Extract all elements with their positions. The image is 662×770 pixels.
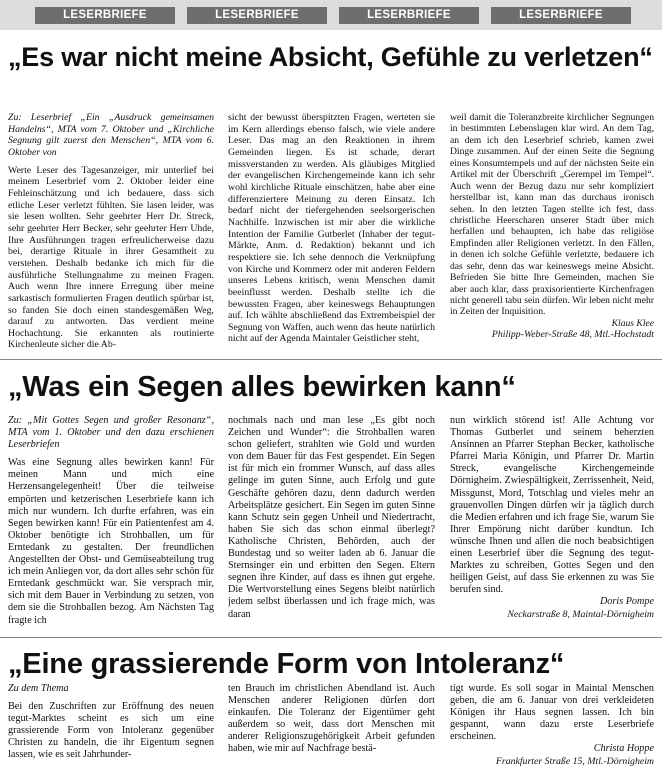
section-label: LESERBRIEFE <box>187 7 327 24</box>
letter-reference: Zu: „Mit Gottes Segen und großer Resonanz“, MTA vom 1. Oktober und den dazu erschienen Leserbriefen <box>8 415 214 451</box>
letter-body: Bei den Zuschriften zur Eröffnung des neuen tegut-Marktes scheint es sich um eine grassierende Form von Intoleranz gegenüber Christen zu handeln, die ihr Eigentum segnen lassen, wie es seit Jahrhunder- <box>8 701 214 761</box>
letter-column <box>228 112 435 352</box>
letter-author: Doris Pompe <box>599 596 654 608</box>
letter-column <box>450 683 654 770</box>
letter-headline: „Was ein Segen alles bewirken kann“ <box>8 371 516 403</box>
section-header-bar <box>0 0 662 30</box>
letter-column <box>450 112 654 352</box>
letter-column <box>450 415 654 630</box>
letter-reference: Zu: Leserbrief „Ein „Ausdruck gemeinsamen Handelns“, MTA vom 7. Oktober und „Kirchliche Segnung gilt zuerst den Menschen“, MTA vom 6. Oktober von <box>8 112 214 158</box>
letter-address: Philipp-Weber-Straße 48, Mtl.-Hochstadt <box>491 329 654 341</box>
letter-body: Werte Leser des Tagesanzeiger, mir unterlief bei meinem Leserbrief vom 2. Oktober leider eine Fehleinschätzung und ich bedauere, dass sich etliche Leser verletzt fühlten. Sie lasen leider, was sie lesen wollten. Sehr geehrter Herr Dr. Streck, sehr geehrter Herr Becker, sehr geehrter Herr Uhde, Ihre Ausführungen tragen erfreulicherweise dazu bei, derartige Rituale in ihrer Gesamtheit zu verstehen. Deshalb bedanke ich mich für die ausführliche Stellungnahme zu meinen Fragen. Auch wenn Ihre innere Erregung über meine sarkastisch formulierten Fragen deutlich spürbar ist, so fanden Sie doch einen standesgemäßen Weg, darauf zu antworten. Das verdient meine Hochachtung. Sie erkannten als routinierte Kirchenleute sicher die Ab- <box>8 164 214 351</box>
letter-body: weil damit die Toleranzbreite kirchlicher Segnungen in bestimmten Lebenslagen klar wird. An dem Tag, an dem ich den Leserbrief schrieb, kamen zwei Dinge zusammen. Auf der einen Seite die Segnung eines Konsumtempels und auf der nächsten Seite ein Artikel mit der Überschrift „Gerempel im Tempel“. Auch wenn der Bezug dazu nur sehr kompliziert herstellbar ist, kann man das durchaus ironisch sehen. In den letzten Tagen stellte ich fest, dass christliche Heerscharen unserer Stadt über mich herfallen und behaupten, ich habe das religiöse Empfinden aller Religionen verletzt. In den Fällen, in denen ich solche Gefühle verletzte, bedauere ich das sehr, denn das war keineswegs meine Absicht. Befrieden Sie bitte Ihre Gemeinden, machen Sie aber auch klar, dass praxisorientierte Kirchenfragen nicht generell tabu sein dürfen. Wir leben nicht mehr in Zeiten der Inquisition. <box>450 112 654 318</box>
letter-headline: „Es war nicht meine Absicht, Gefühle zu verletzen“ <box>8 42 653 72</box>
section-label: LESERBRIEFE <box>491 7 631 24</box>
letter-body: nochmals nach und man lese „Es gibt noch Zeichen und Wunder“: die Strohballen waren schon geliefert, strahlten wie Gold und wurden von dem Bauer für das Fest gespendet. Ein Segen ist für mich ein frommer Wunsch, auf dass alles gelinge im guten Sinne, auch Erfolg und gute Geschäfte gehören dazu, denn dadurch werden Arbeitsplätze gesichert. Ein Segen im guten Sinne kann Schutz sein gegen Unheil und Niedertracht, haben Sie sich das schon einmal überlegt? Katholische Christen, Behörden, auch der Bundestag und so weiter laden ab 6. Januar die Sternsinger ein und erbitten den Segen. Eltern segnen ihre Kinder, auf dass es ihnen gut ergehe. Die Wertvorstellung eines Segens bleibt natürlich jedem selbst überlassen und ich frage mich, was daran <box>228 415 435 620</box>
divider <box>0 359 662 360</box>
letter-column <box>8 415 214 630</box>
letter-reference: Zu dem Thema <box>8 683 69 694</box>
section-label: LESERBRIEFE <box>339 7 479 24</box>
divider <box>0 637 662 638</box>
letter-body: Was eine Segnung alles bewirken kann! Für meinen Mann und mich eine Herzensangelegenheit! Über die teilweise empörten und ketzerischen Leserbriefe kann ich mich nur wundern. Ich durfte erfahren, was ein Segen bewirken kann! Für ein Patientenfest am 4. Oktober benötigte ich Strohballen, um für Erntedank zu gestalten. Der freundlichen Angestellten der Obst- und Gemüseabteilung trug ich mein Anliegen vor, da dort alles sehr schön für Erntedank geschmückt war. Sie versprach mir, sich mit dem Bauer in Verbindung zu setzen, von dem sie die Strohballen bezog. Am Nächsten Tag fragte ich <box>8 457 214 626</box>
letter-column <box>8 683 214 770</box>
letter-address: Neckarstraße 8, Maintal-Dörnigheim <box>507 608 654 620</box>
letter-author: Christa Hoppe <box>593 743 654 755</box>
letter-body: tigt wurde. Es soll sogar in Maintal Menschen geben, die am 6. Januar von drei verkleideten Königen ihr Haus segnen lassen. Ich bin gespannt, wann dazu erste Leserbriefe erscheinen. <box>450 683 654 743</box>
letter-body: ten Brauch im christlichen Abendland ist. Auch Menschen anderer Religionen dürfen dort einkaufen. Die Toleranz der Eigentümer geht außerdem so weit, dass dort Menschen mit anderer Religionszugehörigkeit Arbeit gefunden haben, wie mir auf Nachfrage bestä- <box>228 683 435 755</box>
section-label: LESERBRIEFE <box>35 7 175 24</box>
letter-address: Frankfurter Straße 15, Mtl.-Dörnigheim <box>495 755 654 767</box>
letter-column <box>228 415 435 630</box>
letter-column <box>8 112 214 352</box>
letter-column <box>228 683 435 770</box>
letter-headline: „Eine grassierende Form von Intoleranz“ <box>8 648 565 680</box>
letter-body: sicht der bewusst überspitzten Fragen, werteten sie im Kern allerdings ebenso falsch, wie viele andere Leser. Das mag an den Reaktionen in ihrem Gemeinden liegen. Es ist schade, derart missverstanden zu werden. Als gläubiges Mitglied der evangelischen Kirchengemeinde kann ich sehr wohl kirchliche Rituale einschätzen, habe aber eine differenziertere Meinung zu deren Einsatz. Ich bedarf nicht der tiefergehenden seelsorgerischen Nachhilfe. Inzwischen ist mir aber die wirkliche Intention der Familie Gutberlet (Inhaber der tegut-Märkte, Anm. d. Redaktion) bekannt und ich respektiere sie. Ich sehe dennoch die Verknüpfung von Kirche und Kommerz oder mit anderen Feldern unseres Lebens kritisch, wenn Menschen damit beeinflusst werden. Deshalb stellte ich die bewussten Fragen, aber keineswegs Behauptungen auf. Ich wählte abschließend das Extrembeispiel der Segnung von Waffen, auch wenn das heute natürlich nicht auf der Agenda Maintaler Geistlicher steht, <box>228 112 435 345</box>
letter-author: Klaus Klee <box>611 317 654 329</box>
letter-body: nun wirklich störend ist! Alle Achtung vor Thomas Gutberlet und seinem beherzten Ansinnen an Pfarrer Stephan Becker, katholische Pfarrei Maria Königin, und Pfarrer Dr. Martin Streck, evangelische Kirchengemeinde Dörnigheim. Zwiespältigkeit, Zerrissenheit, Neid, Missgunst, Mord, Totschlag und vieles mehr an grauenvollen Dingen dürfen wir ja täglich durch die Medien erfahren und ich frage Sie, warum Sie Ihrer Empörung nicht darüber kundtun. Ich wünsche Ihnen und allen die noch beabsichtigen einen Leserbrief über die Segnung des tegut-Marktes zu schreiben, Gottes Segen und den heiligen Geist, auf dass Sie erkennen zu was Sie berufen sind. <box>450 415 654 596</box>
